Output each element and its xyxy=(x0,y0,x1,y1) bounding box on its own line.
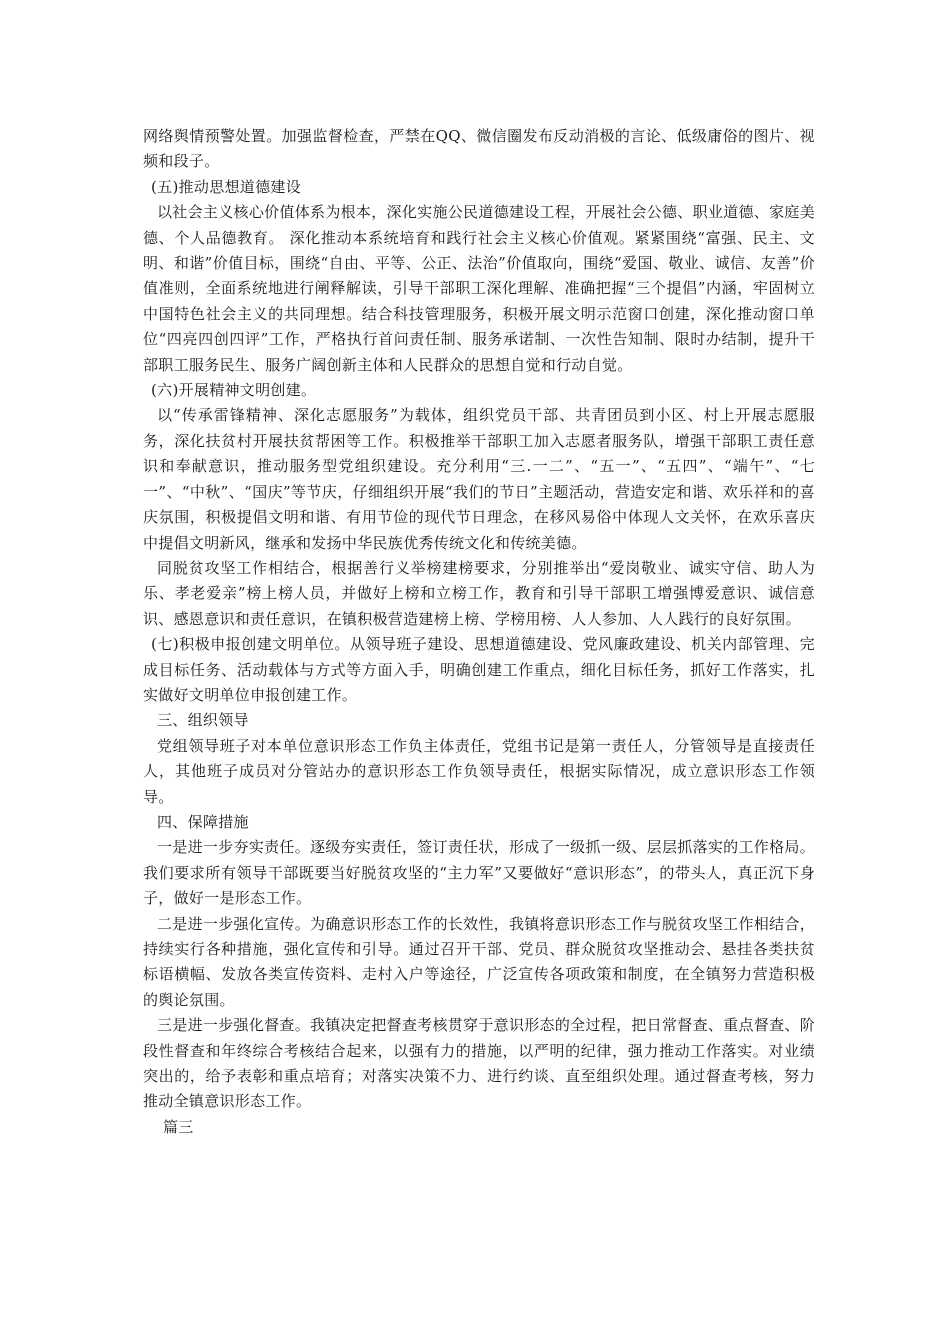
document-body xyxy=(143,124,815,1140)
paragraph-poverty-alleviation: 同脱贫攻坚工作相结合，根据善行义举榜建榜要求，分别推举出“爱岗敬业、诚实守信、助人为乐、孝老爱亲”榜上榜人员，并做好上榜和立榜工作，教育和引导干部职工增强博爱意识、诚信意识、感恩意识和责任意识，在镇积极营造建榜上榜、学榜用榜、人人参加、人人践行的良好氛围。 xyxy=(143,558,815,628)
paragraph-measure-supervision: 三是进一步强化督查。我镇决定把督查考核贯穿于意识形态的全过程，把日常督查、重点督查、阶段性督查和年终综合考核结合起来，以强有力的措施，以严明的纪律，强力推动工作落实。对业绩突出的，给予表彰和重点培育；对落实决策不力、进行约谈、直至组织处理。通过督查考核，努力推动全镇意识形态工作。 xyxy=(143,1016,815,1111)
heading-safeguard-measures: 四、保障措施 xyxy=(157,812,249,831)
paragraph-core-values: 以社会主义核心价值体系为根本，深化实施公民道德建设工程，开展社会公德、职业道德、家庭美德、个人品德教育。 深化推动本系统培育和践行社会主义核心价值观。紧紧围绕“富强、民主、文明、和谐”价值目标，围绕“自由、平等、公正、法治”价值取向，围绕“爱国、敬业、诚信、友善”价值准则，全面系统地进行阐释解读，引导干部职工深化理解、准确把握“三个提倡”内涵，牢固树立中国特色社会主义的共同理想。结合科技管理服务，积极开展文明示范窗口创建，深化推动窗口单位“四亮四创四评”工作，严格执行首问责任制、服务承诺制、一次性告知制、限时办结制，提升干部职工服务民生、服务广阔创新主体和人民群众的思想自觉和行动自觉。 xyxy=(143,203,815,374)
heading-spiritual-civilization: (六)开展精神文明创建。 xyxy=(151,381,317,400)
paragraph-civilized-unit: (七)积极申报创建文明单位。从领导班子建设、思想道德建设、党风廉政建设、机关内部管理、完成目标任务、活动载体与方式等方面入手，明确创建工作重点，细化目标任务，抓好工作落实，扎实做好文明单位申报创建工作。 xyxy=(143,635,815,704)
paragraph-opinion-warning: 网络舆情预警处置。加强监督检查，严禁在QQ、微信圈发布反动消极的言论、低级庸俗的图片、视频和段子。 xyxy=(143,127,815,171)
paragraph-measure-publicity: 二是进一步强化宣传。为确意识形态工作的长效性，我镇将意识形态工作与脱贫攻坚工作相结合，持续实行各种措施，强化宣传和引导。通过召开干部、党员、群众脱贫攻坚推动会、悬挂各类扶贫标语横幅、发放各类宣传资料、走村入户等途径，广泛宣传各项政策和制度，在全镇努力营造积极的舆论氛围。 xyxy=(143,914,815,1009)
paragraph-party-responsibility: 党组领导班子对本单位意识形态工作负主体责任，党组书记是第一责任人，分管领导是直接责任人，其他班子成员对分管站办的意识形态工作负领导责任，根据实际情况，成立意识形态工作领导。 xyxy=(143,736,815,806)
heading-part-three: 篇三 xyxy=(163,1117,194,1136)
paragraph-measure-responsibility: 一是进一步夯实责任。逐级夯实责任，签订责任状，形成了一级抓一级、层层抓落实的工作格局。我们要求所有领导干部既要当好脱贫攻坚的“主力军”又要做好“意识形态”，的带头人，真正沉下身子，做好一是形态工作。 xyxy=(143,838,815,908)
heading-organization-leadership: 三、组织领导 xyxy=(157,711,249,730)
heading-moral-construction: (五)推动思想道德建设 xyxy=(151,177,302,196)
paragraph-volunteer-service: 以“传承雷锋精神、深化志愿服务”为载体，组织党员干部、共青团员到小区、村上开展志愿服务，深化扶贫村开展扶贫帮困等工作。积极推举干部职工加入志愿者服务队，增强干部职工责任意识和奉献意识，推动服务型党组织建设。充分利用“三.一二”、“五一”、“五四”、“端午”、“七一”、“中秋”、“国庆”等节庆，仔细组织开展“我们的节日”主题活动，营造安定和谐、欢乐祥和的喜庆氛围，积极提倡文明和谐、有用节俭的现代节日理念，在移风易俗中体现人文关怀，在欢乐喜庆中提倡文明新风，继承和发扬中华民族优秀传统文化和传统美德。 xyxy=(143,406,815,552)
